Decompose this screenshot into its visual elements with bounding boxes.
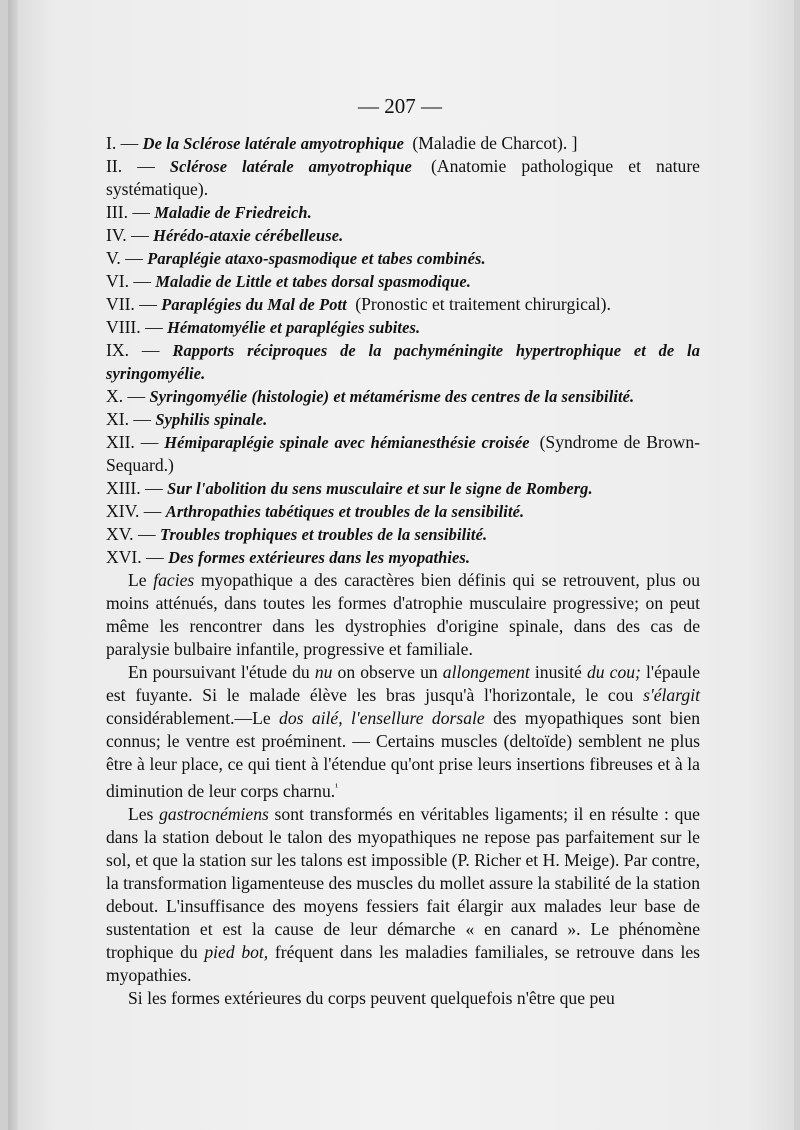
lecture-title: Arthropathies tabétiques et troubles de la sensibilité. xyxy=(165,502,525,521)
lecture-item xyxy=(106,316,700,339)
emphasis-text: dos ailé, l'ensellure dorsale xyxy=(279,708,485,728)
lecture-item xyxy=(106,293,700,316)
lecture-number: VI. — xyxy=(106,271,156,291)
lecture-item xyxy=(106,132,700,155)
lecture-number: VIII. — xyxy=(106,317,168,337)
lecture-note: (Maladie de Charcot). ] xyxy=(408,133,578,153)
lecture-title: Troubles trophiques et troubles de la sensibilité. xyxy=(159,525,488,544)
lecture-note: (Syndrome de Brown-Sequard.) xyxy=(106,432,700,475)
lecture-note: (Pronostic et traitement chirurgical). xyxy=(350,294,611,314)
paragraph xyxy=(106,569,700,661)
text-run: En poursuivant l'étude du xyxy=(128,662,315,682)
text-run: inusité xyxy=(529,662,587,682)
lecture-number: II. — xyxy=(106,156,170,176)
lecture-item xyxy=(106,270,700,293)
page-body xyxy=(106,132,700,1010)
lecture-title: De la Sclérose latérale amyotrophique xyxy=(142,134,405,153)
lecture-number: IX. — xyxy=(106,340,173,360)
lecture-number: XVI. — xyxy=(106,547,169,567)
lecture-number: XII. — xyxy=(106,432,165,452)
emphasis-text: allongement xyxy=(442,662,530,682)
lecture-number: XV. — xyxy=(106,524,160,544)
emphasis-text: nu xyxy=(314,662,333,682)
emphasis-text: pied bot, xyxy=(204,941,269,962)
lecture-note: (Anatomie pathologique et nature systématique). xyxy=(106,156,700,199)
lecture-title: Hérédo-ataxie cérébelleuse. xyxy=(153,226,344,245)
lecture-number: X. — xyxy=(106,386,150,406)
text-run: ¹ xyxy=(335,782,339,793)
lecture-title: Maladie de Friedreich. xyxy=(154,203,312,222)
lecture-item xyxy=(106,201,700,224)
lecture-title: Maladie de Little et tabes dorsal spasmodique. xyxy=(155,272,471,291)
paragraph xyxy=(106,661,700,803)
text-run: des myopathiques sont bien connus; le ventre est proéminent. — Certains muscles (deltoïde) semblent ne plus être à leur place, ce qui tient à l'étendue qu'ont prise leurs insertions fibreuses et à la diminution de leur corps charnu. xyxy=(106,708,701,801)
lecture-item xyxy=(106,546,700,569)
lecture-number: XIII. — xyxy=(106,478,168,498)
page-gutter-shadow xyxy=(8,0,18,1130)
lecture-item xyxy=(106,247,700,270)
lecture-number: VII. — xyxy=(106,294,162,314)
lecture-item xyxy=(106,477,700,500)
text-run: fréquent dans les maladies familiales, se retrouve dans les myopathies. xyxy=(106,941,700,985)
lecture-title: Hématomyélie et paraplégies subites. xyxy=(167,318,421,337)
lecture-number: V. — xyxy=(106,248,148,268)
lecture-item xyxy=(106,155,700,201)
emphasis-text: s'élargit xyxy=(643,685,700,705)
lecture-number: IV. — xyxy=(106,225,154,245)
text-run: Les xyxy=(128,803,160,824)
lecture-title: Syringomyélie (histologie) et métamérisme des centres de la sensibilité. xyxy=(149,387,635,406)
lecture-item xyxy=(106,339,700,385)
lecture-title: Syphilis spinale. xyxy=(155,410,268,429)
lecture-number: XI. — xyxy=(106,409,156,429)
page-number: — 207 — xyxy=(358,94,442,118)
text-run: on observe un xyxy=(332,662,443,682)
lecture-number: III. — xyxy=(106,202,155,222)
lecture-list xyxy=(106,132,700,569)
lecture-item xyxy=(106,431,700,477)
emphasis-text: gastrocnémiens xyxy=(159,803,269,824)
lecture-item xyxy=(106,523,700,546)
emphasis-text: du cou; xyxy=(586,662,641,682)
paragraph xyxy=(106,803,700,987)
lecture-title: Paraplégies du Mal de Pott xyxy=(161,295,347,314)
lecture-title: Des formes extérieures dans les myopathies. xyxy=(168,548,471,567)
lecture-title: Sur l'abolition du sens musculaire et sur le signe de Romberg. xyxy=(167,479,593,498)
lecture-number: I. — xyxy=(106,133,143,153)
text-run: Si les formes extérieures du corps peuvent quelquefois n'être que peu xyxy=(128,987,615,1008)
text-run: l'épaule est fuyante. Si le malade élève les bras jusqu'à l'horizontale, le cou xyxy=(106,662,701,705)
lecture-item xyxy=(106,385,700,408)
text-run: Le xyxy=(128,570,154,590)
lecture-title: Hémiparaplégie spinale avec hémianesthésie croisée xyxy=(164,433,530,452)
text-run: considérablement.—Le xyxy=(106,708,280,728)
lecture-number: XIV. — xyxy=(106,501,166,521)
lecture-item xyxy=(106,224,700,247)
text-run: sont transformés en véritables ligaments; il en résulte : que dans la station debout le talon des myopathiques ne repose pas parfaitement sur le sol, et que la station sur les talons est impossible (P. Richer et H. Meige). Par contre, la transformation ligamenteuse des muscles du mollet assure la stabilité de la station debout. L'insuffisance des moyens fessiers fait élargir aux malades leur base de sustentation et est la cause de leur démarche « en canard ». Le phénomène trophique du xyxy=(106,803,700,962)
lecture-title: Paraplégie ataxo-spasmodique et tabes combinés. xyxy=(147,249,486,268)
paragraph xyxy=(106,987,700,1010)
lecture-title: Sclérose latérale amyotrophique xyxy=(169,157,412,176)
text-run: myopathique a des caractères bien définis qui se retrouvent, plus ou moins atténués, dans toutes les formes d'atrophie musculaire progressive; on peut même les rencontrer dans les dystrophies d'origine spinale, dans des cas de paralysie bulbaire infantile, progressive et familiale. xyxy=(106,570,700,659)
lecture-title: Rapports réciproques de la pachyméningite hypertrophique et de la syringomyélie. xyxy=(106,341,700,383)
body-text xyxy=(106,569,700,1010)
lecture-item xyxy=(106,500,700,523)
lecture-item xyxy=(106,408,700,431)
emphasis-text: facies xyxy=(153,570,195,590)
